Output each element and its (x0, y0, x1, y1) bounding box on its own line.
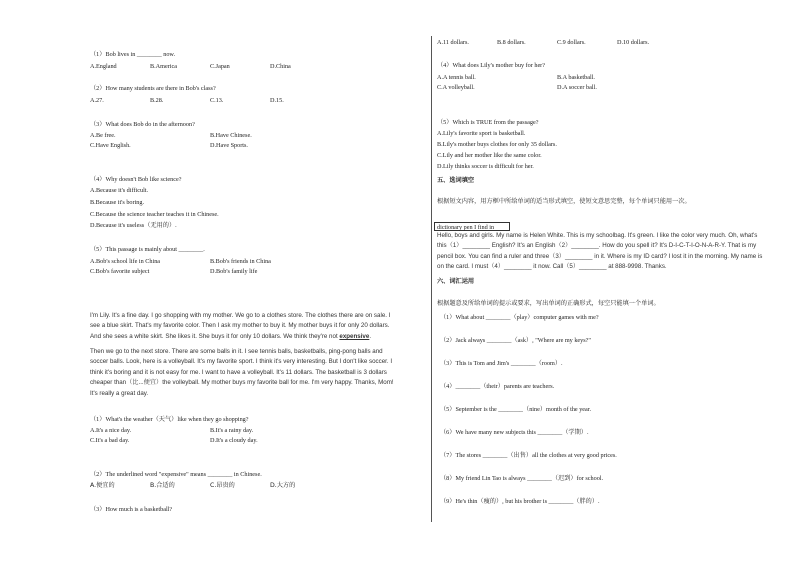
q3-stem: （3）What does Bob do in the afternoon? (90, 121, 195, 128)
q4-option-b: B.Because it's boring. (90, 199, 145, 206)
q5-option-c: C.Bob's favorite subject (90, 268, 150, 275)
q2-option-c: C.13. (210, 97, 224, 104)
q2-option-d: D.15. (270, 97, 284, 104)
q4-stem: （4）Why doesn't Bob like science? (90, 176, 182, 183)
q5-option-b: B.Bob's friends in China (210, 258, 271, 265)
q10-option-b: B.Lily's mother buys clothes for only 35 dollars. (437, 141, 557, 148)
q7-option-a: A.便宜的 (90, 482, 115, 489)
q5-option-d: D.Bob's family life (210, 268, 258, 275)
passage-paragraph-2: Then we go to the next store. There are some balls in it. I see tennis balls, basketballs, ping-pong balls and soccer balls. Look, here is a volleyball. It's my favorite sport. I think it's very interesting. But I don't like soccer. I think it's boring and it is not easy for me. I want to have a volleyball. It's 11 dollars. The basketball is 3 dollars cheaper than（比...便宜）the volleyball. My mother buys my favorite ball for me. I'm very happy. Thanks, Mom! It's really a great day. (90, 348, 394, 397)
q3-option-d: D.Have Sports. (210, 142, 248, 149)
q1-option-b: B.America (150, 63, 177, 70)
vocab-item-2: （2）Jack always ________（ask）, "Where are my keys?" (440, 337, 591, 344)
vocab-item-5: （5）September is the ________（nine）month of the year. (440, 406, 592, 413)
cloze-passage: Hello, boys and girls. My name is Helen White. This is my schoolbag. It's green. I like the color very much. Oh, what's this（1）________ English? It's an English（2）________. How do you spell it? It's D-I-C-T-I-O-N-A-R-Y. That is my pencil box. You can find a ruler and three（3）________ in it. Where is my ID card? I lost it in the morning. My name is on the card. I must（4）________ it now. Call（5）________ at 888-9998. Thanks. (437, 232, 763, 271)
section-6-title: 六、词汇运用 (437, 278, 475, 285)
passage-paragraph-1 (90, 311, 394, 342)
q10-option-c: C.Lily and her mother like the same color. (437, 152, 542, 159)
q9-option-c: C.A volleyball. (437, 84, 475, 91)
passage-p1-end: . (369, 332, 372, 340)
q3-option-a: A.Be free. (90, 132, 116, 139)
q10-option-a: A.Lily's favorite sport is basketball. (437, 130, 526, 137)
underlined-word: expensive (339, 332, 370, 340)
q4-option-c: C.Because the science teacher teaches it in Chinese. (90, 211, 219, 218)
column-divider (431, 36, 432, 522)
q8-option-b: B.8 dollars. (497, 39, 526, 46)
q2-option-b: B.28. (150, 97, 164, 104)
section-5-title: 五、选词填空 (437, 177, 475, 184)
q4-option-a: A.Because it's difficult. (90, 187, 149, 194)
q7-option-b: B.合适的 (150, 482, 175, 489)
vocab-item-9: （9）He's thin（瘦的）, but his brother is ________（胖的）. (440, 498, 600, 505)
q1-option-d: D.China (270, 63, 291, 70)
q6-option-b: B.It's a rainy day. (210, 427, 254, 434)
vocab-item-4: （4）________（their）parents are teachers. (440, 383, 555, 390)
vocab-item-6: （6）We have many new subjects this ________（学期）. (440, 429, 589, 436)
q2-stem: （2）How many students are there in Bob's class? (90, 85, 216, 92)
word-bank-box: dictionary pen I find in (434, 222, 510, 231)
q7-stem: （2）The underlined word "expensive" means ________ in Chinese. (90, 471, 262, 478)
q9-option-a: A.A tennis ball. (437, 74, 476, 81)
vocab-item-8: （8）My friend Lin Tao is always ________（迟到）for school. (440, 475, 604, 482)
q9-stem: （4）What does Lily's mother buy for her? (437, 62, 545, 69)
q9-option-b: B.A basketball. (557, 74, 595, 81)
q5-stem: （5）This passage is mainly about ________. (90, 246, 205, 253)
q8-stem: （3）How much is a basketball? (90, 506, 173, 513)
q1-option-a: A.England (90, 63, 117, 70)
q3-option-b: B.Have Chinese. (210, 132, 252, 139)
q6-stem: （1）What's the weather（天气）like when they go shopping? (90, 416, 249, 423)
q9-option-d: D.A soccer ball. (557, 84, 597, 91)
q6-option-a: A.It's a nice day. (90, 427, 132, 434)
vocab-item-3: （3）This is Tom and Jim's ________（room）. (440, 360, 563, 367)
q2-option-a: A.27. (90, 97, 104, 104)
q10-option-d: D.Lily thinks soccer is difficult for her. (437, 163, 534, 170)
q1-stem: （1）Bob lives in ________ now. (90, 51, 176, 58)
q5-option-a: A.Bob's school life in China (90, 258, 161, 265)
section-6-instructions: 根据题意及所给单词的提示或要求，写出单词的正确形式，每空只能填一个单词。 (437, 300, 660, 307)
vocab-item-1: （1）What about ________（play）computer games with me? (440, 314, 599, 321)
vocab-item-7: （7）The stores ________（出售）all the clothes at very good prices. (440, 452, 617, 459)
q6-option-c: C.It's a bad day. (90, 437, 130, 444)
q8-option-a: A.11 dollars. (437, 39, 469, 46)
passage-p1-text: I'm Lily. It's a fine day. I go shopping with my mother. We go to a clothes store. The clothes there are on sale. I see a blue skirt. That's my favorite color. Then I ask my mother to buy it. My mother buys it for only 20 dollars. And she sees a white skirt. She likes it. She buys it for only 10 dollars. We think they're not (90, 312, 391, 340)
q7-option-c: C.昂贵的 (210, 482, 235, 489)
section-5-instructions: 根据短文内容，用方框中所给单词的适当形式填空，使短文意思完整，每个单词只能用一次。 (437, 198, 691, 205)
q3-option-c: C.Have English. (90, 142, 131, 149)
q8-option-d: D.10 dollars. (617, 39, 650, 46)
q8-option-c: C.9 dollars. (557, 39, 586, 46)
q10-stem: （5）Which is TRUE from the passage? (437, 119, 539, 126)
q7-option-d: D.大方的 (270, 482, 296, 489)
q1-option-c: C.Japan (210, 63, 230, 70)
q6-option-d: D.It's a cloudy day. (210, 437, 258, 444)
q4-option-d: D.Because it's useless（无用的）. (90, 222, 177, 229)
